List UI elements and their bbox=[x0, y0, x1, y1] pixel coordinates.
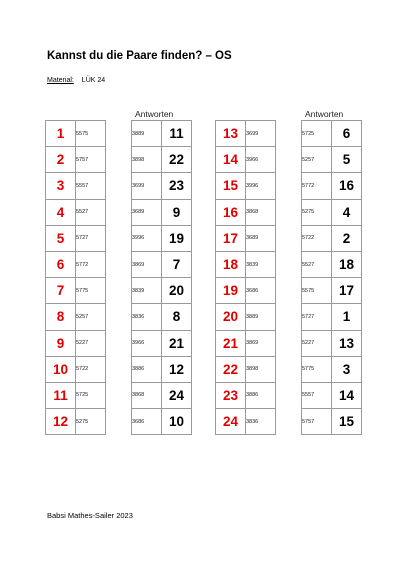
pair-code: 3689 bbox=[132, 199, 162, 225]
table-row bbox=[302, 173, 362, 199]
pair-code: 3889 bbox=[246, 304, 276, 330]
table-row bbox=[46, 173, 106, 199]
table-row bbox=[302, 251, 362, 277]
table-row bbox=[132, 356, 192, 382]
table-row bbox=[302, 147, 362, 173]
pair-code: 3689 bbox=[246, 225, 276, 251]
table-row bbox=[216, 330, 276, 356]
table-row bbox=[132, 173, 192, 199]
table-row bbox=[216, 225, 276, 251]
pair-number: 22 bbox=[162, 147, 192, 173]
table-row bbox=[216, 356, 276, 382]
pair-number: 18 bbox=[216, 251, 246, 277]
pair-number: 14 bbox=[332, 382, 362, 408]
table-row bbox=[302, 278, 362, 304]
pair-number: 9 bbox=[46, 330, 76, 356]
pair-code: 5275 bbox=[76, 409, 106, 435]
pair-number: 5 bbox=[332, 147, 362, 173]
pair-code: 3996 bbox=[132, 225, 162, 251]
left-questions-table bbox=[45, 120, 106, 435]
pair-code: 3699 bbox=[246, 121, 276, 147]
pair-number: 7 bbox=[46, 278, 76, 304]
pair-number: 17 bbox=[216, 225, 246, 251]
pair-number: 13 bbox=[332, 330, 362, 356]
pair-number: 23 bbox=[216, 382, 246, 408]
pair-number: 18 bbox=[332, 251, 362, 277]
pair-code: 5575 bbox=[302, 278, 332, 304]
pair-code: 3869 bbox=[132, 251, 162, 277]
table-row bbox=[46, 382, 106, 408]
table-row bbox=[132, 147, 192, 173]
pair-number: 8 bbox=[46, 304, 76, 330]
pair-number: 6 bbox=[46, 251, 76, 277]
pair-number: 1 bbox=[332, 304, 362, 330]
pair-number: 9 bbox=[162, 199, 192, 225]
pair-code: 5722 bbox=[76, 356, 106, 382]
pair-code: 5727 bbox=[76, 225, 106, 251]
pair-number: 10 bbox=[46, 356, 76, 382]
table-row bbox=[302, 330, 362, 356]
pair-code: 3868 bbox=[132, 382, 162, 408]
pair-code: 5722 bbox=[302, 225, 332, 251]
table-row bbox=[216, 251, 276, 277]
pair-code: 5557 bbox=[76, 173, 106, 199]
pair-number: 7 bbox=[162, 251, 192, 277]
material-value: LÜK 24 bbox=[81, 77, 106, 84]
pair-code: 3996 bbox=[246, 173, 276, 199]
pair-code: 3966 bbox=[132, 330, 162, 356]
table-row bbox=[216, 147, 276, 173]
right-answers-table bbox=[301, 120, 362, 435]
pair-code: 5772 bbox=[76, 251, 106, 277]
pair-code: 3686 bbox=[246, 278, 276, 304]
pair-number: 2 bbox=[332, 225, 362, 251]
table-row bbox=[46, 121, 106, 147]
table-row bbox=[302, 356, 362, 382]
table-row bbox=[302, 304, 362, 330]
table-row bbox=[132, 409, 192, 435]
table-row bbox=[216, 199, 276, 225]
pair-number: 8 bbox=[162, 304, 192, 330]
answers-heading-left: Antworten bbox=[135, 109, 174, 119]
table-row bbox=[132, 251, 192, 277]
pair-code: 3889 bbox=[132, 121, 162, 147]
pair-number: 23 bbox=[162, 173, 192, 199]
table-row bbox=[46, 304, 106, 330]
pair-number: 15 bbox=[216, 173, 246, 199]
pair-number: 13 bbox=[216, 121, 246, 147]
pair-code: 5275 bbox=[302, 199, 332, 225]
pair-number: 3 bbox=[332, 356, 362, 382]
right-questions-table bbox=[215, 120, 276, 435]
table-row bbox=[216, 121, 276, 147]
pair-number: 14 bbox=[216, 147, 246, 173]
pair-number: 6 bbox=[332, 121, 362, 147]
table-row bbox=[216, 304, 276, 330]
pair-number: 5 bbox=[46, 225, 76, 251]
table-row bbox=[132, 199, 192, 225]
pair-number: 2 bbox=[46, 147, 76, 173]
table-row bbox=[46, 251, 106, 277]
table-row bbox=[132, 278, 192, 304]
pair-code: 5527 bbox=[302, 251, 332, 277]
pair-code: 3836 bbox=[246, 409, 276, 435]
left-answers-table bbox=[131, 120, 192, 435]
material-line bbox=[47, 77, 105, 84]
table-row bbox=[132, 225, 192, 251]
pair-code: 5775 bbox=[302, 356, 332, 382]
pair-code: 5757 bbox=[76, 147, 106, 173]
table-row bbox=[216, 278, 276, 304]
pair-number: 20 bbox=[162, 278, 192, 304]
page-title: Kannst du die Paare finden? – OS bbox=[47, 50, 232, 62]
pair-number: 4 bbox=[332, 199, 362, 225]
table-row bbox=[132, 121, 192, 147]
pair-number: 21 bbox=[216, 330, 246, 356]
table-row bbox=[216, 173, 276, 199]
table-row bbox=[216, 409, 276, 435]
pair-code: 5575 bbox=[76, 121, 106, 147]
pair-code: 5227 bbox=[76, 330, 106, 356]
table-row bbox=[302, 199, 362, 225]
pair-code: 5775 bbox=[76, 278, 106, 304]
pair-number: 24 bbox=[216, 409, 246, 435]
pair-number: 1 bbox=[46, 121, 76, 147]
table-row bbox=[46, 147, 106, 173]
table-row bbox=[132, 382, 192, 408]
table-row bbox=[46, 330, 106, 356]
pair-code: 5727 bbox=[302, 304, 332, 330]
pair-code: 3839 bbox=[132, 278, 162, 304]
table-row bbox=[302, 409, 362, 435]
pair-number: 19 bbox=[162, 225, 192, 251]
table-row bbox=[132, 304, 192, 330]
pair-number: 11 bbox=[46, 382, 76, 408]
pair-number: 17 bbox=[332, 278, 362, 304]
pair-number: 21 bbox=[162, 330, 192, 356]
pair-number: 15 bbox=[332, 409, 362, 435]
pair-code: 5772 bbox=[302, 173, 332, 199]
pair-code: 3886 bbox=[132, 356, 162, 382]
pair-number: 22 bbox=[216, 356, 246, 382]
pair-code: 3966 bbox=[246, 147, 276, 173]
pair-code: 3898 bbox=[132, 147, 162, 173]
pair-number: 16 bbox=[332, 173, 362, 199]
table-row bbox=[302, 121, 362, 147]
pair-code: 3869 bbox=[246, 330, 276, 356]
pair-number: 24 bbox=[162, 382, 192, 408]
pair-code: 5725 bbox=[302, 121, 332, 147]
table-row bbox=[302, 225, 362, 251]
table-row bbox=[46, 225, 106, 251]
pair-number: 16 bbox=[216, 199, 246, 225]
pair-number: 19 bbox=[216, 278, 246, 304]
material-label: Material: bbox=[47, 77, 74, 84]
table-row bbox=[216, 382, 276, 408]
table-row bbox=[46, 409, 106, 435]
pair-number: 20 bbox=[216, 304, 246, 330]
answers-heading-right: Antworten bbox=[305, 109, 344, 119]
pair-code: 5527 bbox=[76, 199, 106, 225]
pair-code: 5227 bbox=[302, 330, 332, 356]
pair-code: 3898 bbox=[246, 356, 276, 382]
pair-code: 5557 bbox=[302, 382, 332, 408]
pair-number: 3 bbox=[46, 173, 76, 199]
pair-code: 3686 bbox=[132, 409, 162, 435]
pair-code: 5757 bbox=[302, 409, 332, 435]
pair-code: 5257 bbox=[76, 304, 106, 330]
pair-code: 3839 bbox=[246, 251, 276, 277]
pair-number: 12 bbox=[46, 409, 76, 435]
pair-code: 5257 bbox=[302, 147, 332, 173]
table-row bbox=[132, 330, 192, 356]
pair-number: 11 bbox=[162, 121, 192, 147]
table-row bbox=[46, 199, 106, 225]
footer-author: Babsi Mathes-Sailer 2023 bbox=[47, 511, 133, 520]
table-row bbox=[46, 356, 106, 382]
pair-number: 4 bbox=[46, 199, 76, 225]
pair-code: 3886 bbox=[246, 382, 276, 408]
pair-code: 3868 bbox=[246, 199, 276, 225]
table-row bbox=[302, 382, 362, 408]
pair-code: 3836 bbox=[132, 304, 162, 330]
pair-code: 3699 bbox=[132, 173, 162, 199]
pair-number: 10 bbox=[162, 409, 192, 435]
table-row bbox=[46, 278, 106, 304]
pair-code: 5725 bbox=[76, 382, 106, 408]
pair-number: 12 bbox=[162, 356, 192, 382]
